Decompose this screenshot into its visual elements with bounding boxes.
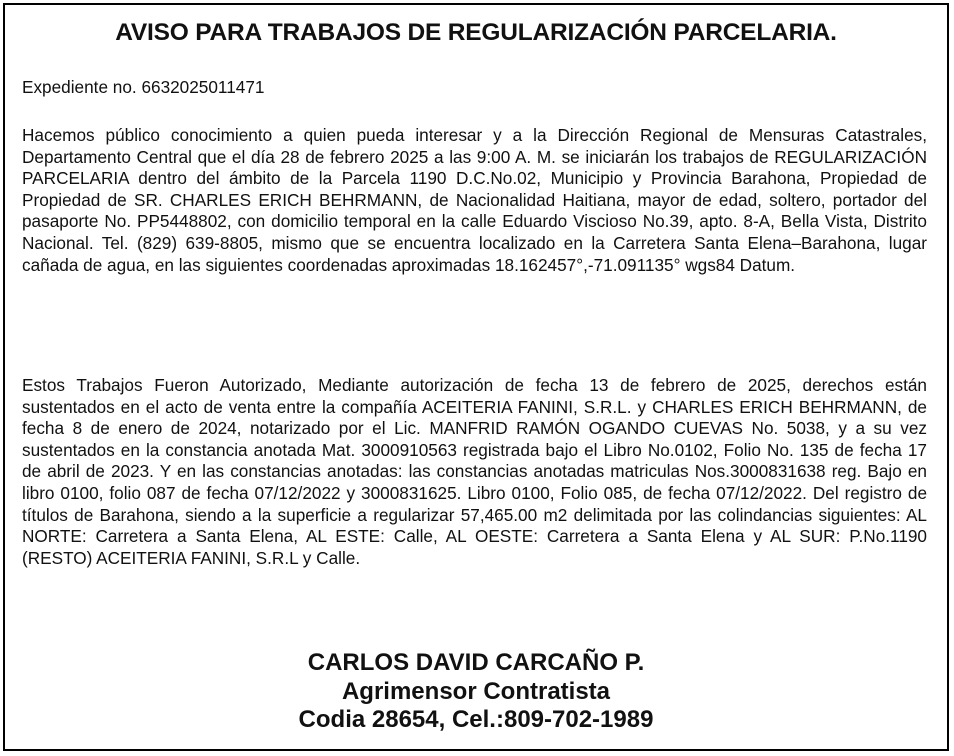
surveyor-contact: Codia 28654, Cel.:809-702-1989: [298, 706, 654, 733]
notice-title: AVISO PARA TRABAJOS DE REGULARIZACIÓN PARCELARIA.: [115, 19, 837, 46]
file-number: Expediente no. 6632025011471: [22, 77, 265, 97]
notice-paragraph-2: Estos Trabajos Fueron Autorizado, Mediante autorización de fecha 13 de febrero de 2025, derechos están sustentados en el acto de venta entre la compañía ACEITERIA FANINI, S.R.L. y CHARLES ERICH BEHRMANN, de fecha 8 de enero de 2024, notarizado por el Lic. MANFRID RAMÓN OGANDO CUEVAS No. 5038, y a su vez sustentados en la constancia anotada Mat. 3000910563 registrada bajo el Libro No.0102, Folio No. 135 de fecha 17 de abril de 2023. Y en las constancias anotadas: las constancias anotadas matriculas Nos.3000831638 reg. Bajo en libro 0100, folio 087 de fecha 07/12/2022 y 3000831625. Libro 0100, Folio 085, de fecha 07/12/2022. Del registro de títulos de Barahona, siendo a la superficie a regularizar 57,465.00 m2 delimitada por las colindancias siguientes: AL NORTE: Carretera a Santa Elena, AL ESTE: Calle, AL OESTE: Carretera a Santa Elena y AL SUR: P.No.1190 (RESTO) ACEITERIA FANINI, S.R.L y Calle.: [22, 375, 927, 568]
notice-paragraph-1: Hacemos público conocimiento a quien pueda interesar y a la Dirección Regional de Mensuras Catastrales, Departamento Central que el día 28 de febrero 2025 a las 9:00 A. M. se iniciarán los trabajos de REGULARIZACIÓN PARCELARIA dentro del ámbito de la Parcela 1190 D.C.No.02, Municipio y Provincia Barahona, Propiedad de Propiedad de SR. CHARLES ERICH BEHRMANN, de Nacionalidad Haitiana, mayor de edad, soltero, portador del pasaporte No. PP5448802, con domicilio temporal en la calle Eduardo Viscioso No.39, apto. 8-A, Bella Vista, Distrito Nacional. Tel. (829) 639-8805, mismo que se encuentra localizado en la Carretera Santa Elena–Barahona, lugar cañada de agua, en las siguientes coordenadas aproximadas 18.162457°,-71.091135° wgs84 Datum.: [22, 125, 927, 275]
signature-block: [5, 649, 947, 735]
surveyor-name: CARLOS DAVID CARCAÑO P.: [307, 649, 645, 676]
surveyor-role: Agrimensor Contratista: [341, 677, 611, 705]
public-notice-box: [3, 3, 949, 751]
